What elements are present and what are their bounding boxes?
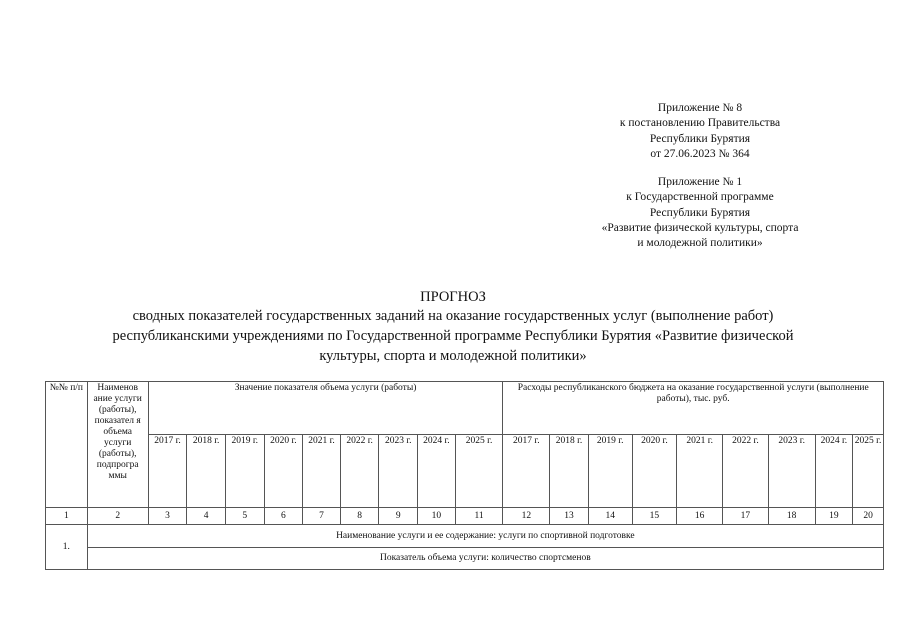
year-volume: 2022 г. <box>340 435 379 508</box>
appendix-1-line: к Государственной программе <box>626 191 774 204</box>
column-number: 4 <box>187 508 226 525</box>
year-volume: 2023 г. <box>379 435 418 508</box>
column-number: 17 <box>723 508 769 525</box>
appendix-1-line: Республики Бурятия <box>649 206 751 219</box>
column-number: 13 <box>550 508 589 525</box>
year-expense: 2021 г. <box>677 435 723 508</box>
header-name: Наименов ание услуги (работы), показател я объема услуги (работы), подпрогра ммы <box>87 382 148 508</box>
title-line: культуры, спорта и молодежной политики» <box>319 348 587 364</box>
year-volume: 2018 г. <box>187 435 226 508</box>
year-volume: 2025 г. <box>455 435 503 508</box>
column-number: 14 <box>588 508 632 525</box>
column-number: 15 <box>632 508 677 525</box>
column-number: 16 <box>677 508 723 525</box>
column-number: 10 <box>418 508 456 525</box>
year-volume: 2019 г. <box>225 435 264 508</box>
year-expense: 2020 г. <box>632 435 677 508</box>
column-number: 3 <box>148 508 187 525</box>
header-num: №№ п/п <box>46 382 88 508</box>
appendix-8-line: от 27.06.2023 № 364 <box>650 147 750 160</box>
year-row <box>46 435 884 508</box>
year-expense: 2024 г. <box>815 435 853 508</box>
appendix-1-block <box>585 175 815 251</box>
service-name-cell: Наименование услуги и ее содержание: услуги по спортивной подготовке <box>87 525 883 548</box>
column-number: 1 <box>46 508 88 525</box>
appendix-1-line: «Развитие физической культуры, спорта <box>601 221 799 234</box>
column-number-row <box>46 508 884 525</box>
appendix-8-line: Республики Бурятия <box>649 132 751 145</box>
year-volume: 2020 г. <box>264 435 303 508</box>
appendix-8-line: к постановлению Правительства <box>619 117 781 130</box>
year-expense: 2017 г. <box>503 435 550 508</box>
row-number: 1. <box>46 525 88 570</box>
title-line: сводных показателей государственных заданий на оказание государственных услуг (выполнение работ) <box>132 308 774 324</box>
column-number: 18 <box>768 508 815 525</box>
appendix-1-line: и молодежной политики» <box>637 237 763 250</box>
appendix-1-line: Приложение № 1 <box>657 176 743 188</box>
header-expense: Расходы республиканского бюджета на оказание государственной услуги (выполнение работы), тыс. руб. <box>503 382 884 435</box>
year-expense: 2018 г. <box>550 435 589 508</box>
indicator-row <box>46 548 884 570</box>
column-number: 11 <box>455 508 503 525</box>
appendix-8-block <box>590 101 810 162</box>
header-volume: Значение показателя объема услуги (работы) <box>148 382 503 435</box>
year-volume: 2017 г. <box>148 435 187 508</box>
column-number: 8 <box>340 508 379 525</box>
title-line: республиканскими учреждениями по Государственной программе Республики Бурятия «Развитие физической <box>112 328 794 344</box>
year-volume: 2024 г. <box>418 435 456 508</box>
indicator-cell: Показатель объема услуги: количество спортсменов <box>87 548 883 570</box>
forecast-table <box>45 381 884 570</box>
column-number: 12 <box>503 508 550 525</box>
year-expense: 2022 г. <box>723 435 769 508</box>
document-title <box>60 289 846 366</box>
column-number: 5 <box>225 508 264 525</box>
column-number: 6 <box>264 508 303 525</box>
column-number: 19 <box>815 508 853 525</box>
column-number: 7 <box>303 508 341 525</box>
column-number: 20 <box>853 508 884 525</box>
year-expense: 2023 г. <box>768 435 815 508</box>
year-volume: 2021 г. <box>303 435 341 508</box>
appendix-8-line: Приложение № 8 <box>657 102 743 114</box>
service-row <box>46 525 884 548</box>
column-number: 2 <box>87 508 148 525</box>
year-expense: 2019 г. <box>588 435 632 508</box>
column-number: 9 <box>379 508 418 525</box>
year-expense: 2025 г. <box>853 435 884 508</box>
header-row <box>46 382 884 435</box>
title-main: ПРОГНОЗ <box>420 289 486 305</box>
